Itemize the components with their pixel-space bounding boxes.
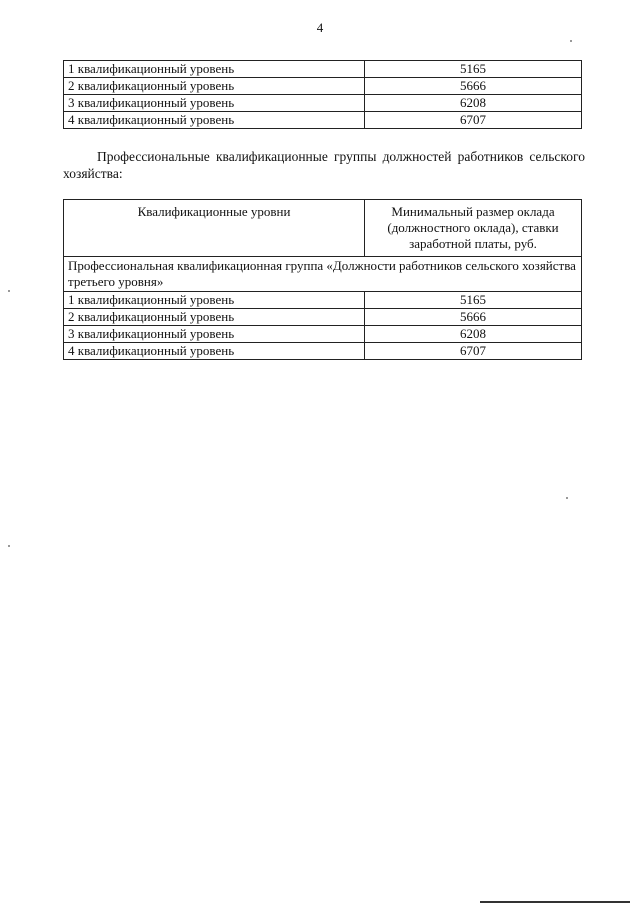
level-salary: 5165 <box>365 61 582 78</box>
level-salary: 6208 <box>365 326 582 343</box>
table-row <box>64 326 582 343</box>
level-name: 1 квалификационный уровень <box>64 292 365 309</box>
scan-edge-mark <box>480 901 630 903</box>
table-row <box>64 61 582 78</box>
section-intro-paragraph <box>63 148 585 182</box>
level-salary: 5666 <box>365 78 582 95</box>
level-name: 2 квалификационный уровень <box>64 309 365 326</box>
table-row <box>64 78 582 95</box>
group-title-row <box>64 257 582 292</box>
column-header-levels: Квалификационные уровни <box>64 200 365 257</box>
group-title: Профессиональная квалификационная группа «Должности работников сельского хозяйства третьего уровня» <box>64 257 582 292</box>
page-number: 4 <box>316 20 324 35</box>
intro-text: Профессиональные квалификационные группы должностей работников сельского хозяйства: <box>63 149 585 181</box>
table-row <box>64 95 582 112</box>
table-row <box>64 112 582 129</box>
salary-table-2 <box>63 199 582 360</box>
level-salary: 5165 <box>365 292 582 309</box>
scan-speck <box>8 290 10 292</box>
level-salary: 6707 <box>365 343 582 360</box>
scan-speck <box>566 497 568 499</box>
level-salary: 6208 <box>365 95 582 112</box>
table-row <box>64 309 582 326</box>
level-salary: 6707 <box>365 112 582 129</box>
scan-speck <box>570 40 572 42</box>
scan-speck <box>8 545 10 547</box>
table-header-row <box>64 200 582 257</box>
level-name: 3 квалификационный уровень <box>64 326 365 343</box>
level-salary: 5666 <box>365 309 582 326</box>
level-name: 3 квалификационный уровень <box>64 95 365 112</box>
table-row <box>64 343 582 360</box>
salary-table-1 <box>63 60 582 129</box>
column-header-salary: Минимальный размер оклада (должностного оклада), ставки заработной платы, руб. <box>365 200 582 257</box>
level-name: 1 квалификационный уровень <box>64 61 365 78</box>
level-name: 4 квалификационный уровень <box>64 343 365 360</box>
table-row <box>64 292 582 309</box>
level-name: 4 квалификационный уровень <box>64 112 365 129</box>
level-name: 2 квалификационный уровень <box>64 78 365 95</box>
